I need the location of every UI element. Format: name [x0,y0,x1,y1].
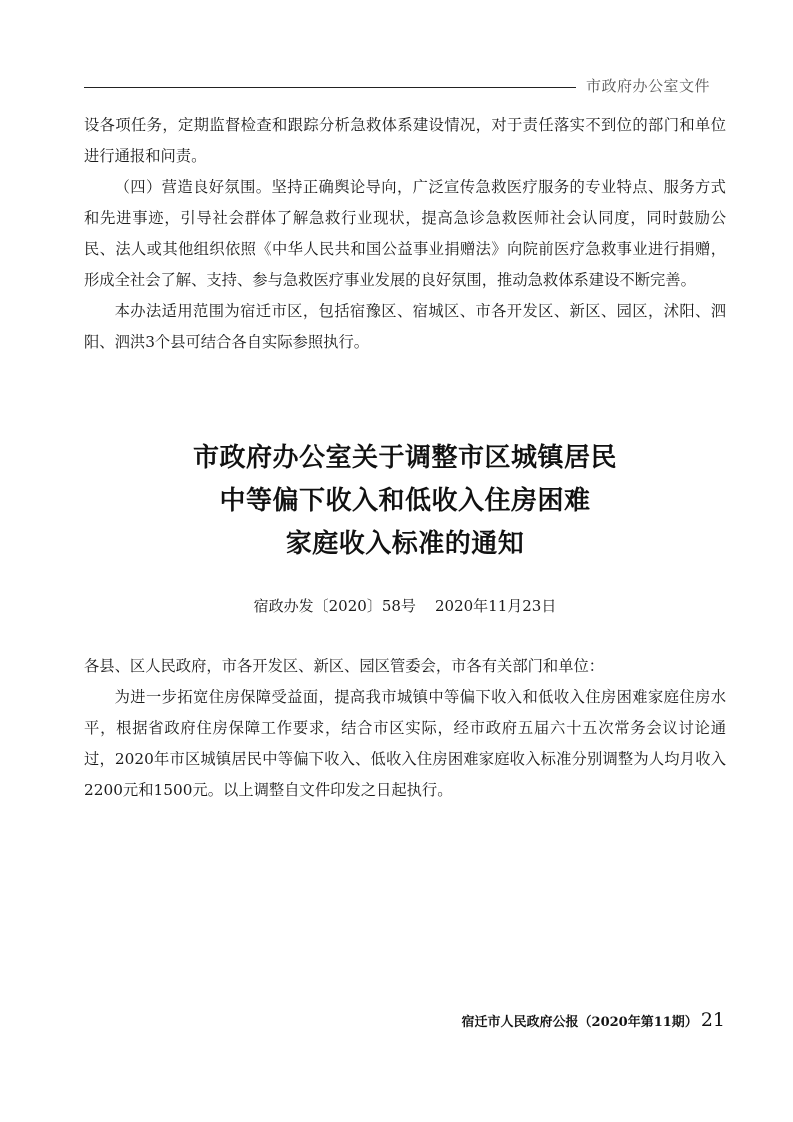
notice-title [84,437,726,566]
page-footer [462,1009,725,1031]
notice-title-line-2: 中等偏下收入和低收入住房困难 [219,486,591,516]
notice-paragraph: 为进一步拓宽住房保障受益面，提高我市城镇中等偏下收入和低收入住房困难家庭住房水平，根据省政府住房保障工作要求，结合市区实际，经市政府五届六十五次常务会议讨论通过，2020年市区城镇居民中等偏下收入、低收入住房困难家庭收入标准分别调整为人均月收入2200元和1500元。以上调整自文件印发之日起执行。 [84,688,726,799]
notice-title-line-3: 家庭收入标准的通知 [285,529,525,559]
page-number: 21 [700,1009,725,1031]
previous-document-tail [84,110,726,358]
paragraph-four [84,172,726,296]
continued-paragraph: 设各项任务，定期监督检查和跟踪分析急救体系建设情况，对于责任落实不到位的部门和单位进行通报和问责。 [84,116,726,165]
notice-title-line-1: 市政府办公室关于调整市区城镇居民 [192,443,617,473]
header-title: 市政府办公室文件 [586,77,711,95]
recipients: 各县、区人民政府，市各开发区、新区、园区管委会，市各有关部门和单位： [84,657,605,675]
document-date: 2020年11月23日 [434,597,557,615]
document-number: 宿政办发〔2020〕58号 [253,597,416,615]
header-rule [84,87,576,88]
paragraph-four-heading: （四）营造良好氛围。 [114,178,272,196]
paragraph-four-body: 坚持正确舆论导向，广泛宣传急救医疗服务的专业特点、服务方式和先进事迹，引导社会群体了解急救行业现状，提高急诊急救医师社会认同度，同时鼓励公民、法人或其他组织依照《中华人民共和国公益事业捐赠法》向院前医疗急救事业进行捐赠，形成全社会了解、支持、参与急救医疗事业发展的良好氛围，推动急救体系建设不断完善。 [84,178,726,289]
document-meta [84,594,726,618]
notice-body [84,651,726,806]
scope-paragraph: 本办法适用范围为宿迁市区，包括宿豫区、宿城区、市各开发区、新区、园区，沭阳、泗阳、泗洪3个县可结合各自实际参照执行。 [84,302,726,351]
publication-name: 宿迁市人民政府公报（2020年第11期） [461,1015,698,1030]
